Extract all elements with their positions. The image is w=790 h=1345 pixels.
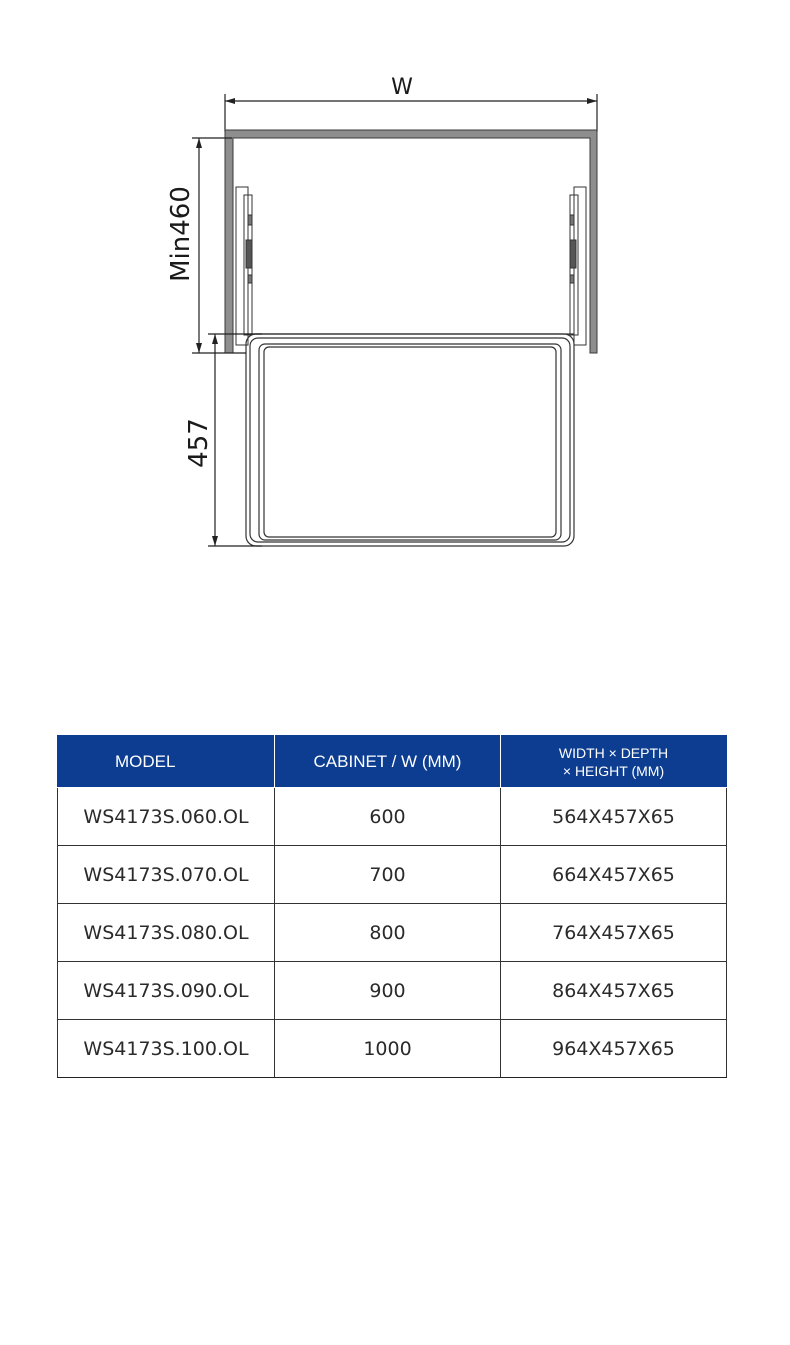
- header-dimensions-line2: × HEIGHT (MM): [562, 762, 665, 779]
- header-cabinet-width: CABINET / W (MM): [275, 736, 501, 788]
- cabinet-cell: 600: [275, 788, 501, 846]
- table-row: [58, 962, 727, 1020]
- depth-label: 457: [184, 418, 214, 468]
- size-cell: 964X457X65: [501, 1020, 727, 1078]
- table-row: [58, 788, 727, 846]
- model-cell: WS4173S.070.OL: [58, 846, 275, 904]
- depth-dimension: [208, 334, 262, 546]
- size-cell: 764X457X65: [501, 904, 727, 962]
- right-slide-rail: [570, 187, 586, 345]
- table-header-row: [58, 736, 727, 788]
- model-cell: WS4173S.080.OL: [58, 904, 275, 962]
- table-row: [58, 846, 727, 904]
- cabinet-dimension-drawing: [0, 0, 790, 600]
- width-label: W: [391, 75, 413, 100]
- model-cell: WS4173S.090.OL: [58, 962, 275, 1020]
- model-cell: WS4173S.060.OL: [58, 788, 275, 846]
- height-label: Min460: [166, 186, 196, 282]
- cabinet-cell: 900: [275, 962, 501, 1020]
- size-cell: 864X457X65: [501, 962, 727, 1020]
- size-cell: 564X457X65: [501, 788, 727, 846]
- cabinet-cell: 1000: [275, 1020, 501, 1078]
- cabinet-frame: [225, 130, 597, 353]
- pull-out-tray: [246, 334, 574, 546]
- header-dimensions: [501, 736, 727, 788]
- left-slide-rail: [236, 187, 252, 345]
- table-row: [58, 1020, 727, 1078]
- table-row: [58, 904, 727, 962]
- model-cell: WS4173S.100.OL: [58, 1020, 275, 1078]
- header-dimensions-line1: WIDTH × DEPTH: [558, 744, 669, 761]
- cabinet-cell: 800: [275, 904, 501, 962]
- header-model: MODEL: [58, 736, 275, 788]
- cabinet-cell: 700: [275, 846, 501, 904]
- model-spec-table: [57, 735, 727, 1078]
- size-cell: 664X457X65: [501, 846, 727, 904]
